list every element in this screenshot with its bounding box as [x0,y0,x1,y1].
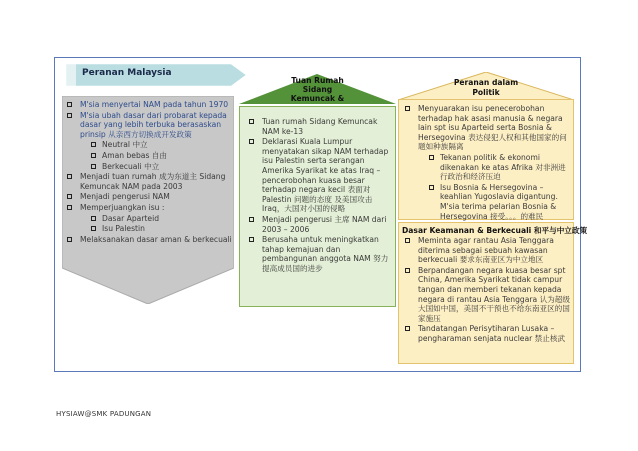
footer-credit: HYSIAW@SMK PADUNGAN [56,410,152,418]
list-item [248,215,392,234]
list-item [90,140,234,150]
list-item [66,203,234,234]
checkbox-bullet-icon [249,119,254,124]
list-item-text: M'sia menyertai NAM pada tahun 1970 [80,100,229,109]
list-item-text: Dasar Aparteid [102,213,160,223]
list-item [90,151,234,161]
list-item-text: Tuan rumah Sidang Kemuncak NAM ke-13 [262,117,378,136]
list-item-text: Menjadi tuan rumah 成为东道主 Sidang Kemuncak NAM pada 2003 [80,172,226,191]
col3-title-line: Politik [472,87,500,97]
list-item [404,236,572,265]
list-item-text: Meminta agar rantau Asia Tenggara diterima sebagai sebuah kawasan berkecuali 要求东南亚区为中立地区 [418,236,554,265]
checkbox-bullet-icon [67,194,72,199]
checkbox-bullet-icon [67,205,72,210]
list-item [428,183,572,221]
list-item-text: Memperjuangkan isu : [80,202,165,212]
col2-panel [239,106,396,307]
checkbox-bullet-icon [405,326,410,331]
col2-title-line: Tuan Rumah [291,76,344,85]
col3-title-line: Peranan dalam [453,78,519,87]
list-item [66,235,234,245]
list-item-text: Neutral 中立 [102,140,148,150]
list-item [66,172,234,191]
checkbox-bullet-icon [91,153,96,158]
sub-list [90,214,234,234]
list-item-text: Menjadi pengerusi NAM [80,192,170,202]
checkbox-bullet-icon [91,164,96,169]
col3-politik-panel [398,99,574,220]
checkbox-bullet-icon [405,238,410,243]
col3-politik-list [404,104,572,222]
col3-roof [398,72,574,100]
checkbox-bullet-icon [249,217,254,222]
list-item [66,111,234,172]
col2-title-line: Sidang [302,85,333,94]
list-item [428,153,572,182]
checkbox-bullet-icon [249,237,254,242]
list-item-text: Isu Palestin [102,224,145,234]
list-item [248,235,392,273]
col2-title-line: Kemuncak & [290,94,345,103]
sub-list [90,140,234,171]
list-item [90,162,234,172]
list-item [66,192,234,202]
col2-list [248,117,392,275]
list-item-text: Berusaha untuk meningkatkan tahap kemajuan dan pembangunan anggota NAM 努力提高成员国的进步 [262,235,389,273]
list-item-text: Berkecuali 中立 [102,161,160,171]
col3-keamanan-list [404,236,572,345]
list-item [404,324,572,343]
checkbox-bullet-icon [429,185,434,190]
list-item [248,137,392,214]
list-item-text: Tekanan politik & ekonomi dikenakan ke atas Afrika 对非洲进行政治和经济压迫 [440,152,566,182]
checkbox-bullet-icon [67,113,72,118]
list-item-text: Aman bebas 自由 [102,150,167,160]
col3-keamanan-panel [398,222,588,364]
checkbox-bullet-icon [91,142,96,147]
list-item-text: Menjadi pengerusi 主席 NAM dari 2003 – 2006 [262,214,387,234]
checkbox-bullet-icon [67,174,72,179]
list-item [404,266,572,324]
col1-title: Peranan Malaysia [82,68,172,78]
checkbox-bullet-icon [405,106,410,111]
sub-list [428,153,572,221]
list-item-text: Menyuarakan isu penecerobohan terhadap hak asasi manusia & negara lain spt isu Aparteid serta Bosnia & Hersegovina 表达侵犯人权和其他国家的问题如种族隔离 [418,104,567,152]
checkbox-bullet-icon [91,216,96,221]
list-item [404,104,572,221]
checkbox-bullet-icon [67,102,72,107]
col3-title [444,78,528,97]
list-item-text: Tandatangan Perisytiharan Lusaka – pengharaman senjata nuclear 禁止核武 [418,324,566,343]
keamanan-heading: Dasar Keamanan & Berkecuali 和平与中立政策 [402,226,588,235]
title-arrow-peranan-malaysia [66,64,246,86]
checkbox-bullet-icon [67,237,72,242]
checkbox-bullet-icon [249,139,254,144]
col2-title [279,76,356,103]
list-item [248,117,392,136]
checkbox-bullet-icon [405,268,410,273]
col1-list [66,100,234,245]
col2-roof [239,74,396,104]
list-item-text: Melaksanakan dasar aman & berkecuali [80,234,232,244]
checkbox-bullet-icon [429,155,434,160]
list-item [90,224,234,234]
list-item-text: M'sia ubah dasar dari probarat kepada dasar yang lebih terbuka berasaskan prinsip 从亲西方切换成开发政策 [80,110,227,139]
list-item-text: Isu Bosnia & Hersegovina – keahlian Yugoslavia digantung. M'sia terima pelarian Bosnia & Hersegovina 接受。。。的难民 [440,182,558,221]
list-item-text: Deklarasi Kuala Lumpur menyatakan sikap NAM terhadap isu Palestin serta serangan Amerika Syarikat ke atas Iraq – pencerobohan kuasa besar terhadap negara kecil 表面对 Palestin 问题的态度 及美国攻击 Iraq，大国对小国的侵略 [262,137,389,214]
list-item [90,214,234,224]
checkbox-bullet-icon [91,226,96,231]
list-item-text: Berpandangan negara kuasa besar spt China, Amerika Syarikat tidak campur tangan dan memberi tekanan kepada negara di rantau Asia Tenggara 认为超级大国如中国，美国不干预也不给东南亚区的国家施压 [418,265,570,323]
col1-panel [62,96,234,304]
list-item [66,100,234,110]
